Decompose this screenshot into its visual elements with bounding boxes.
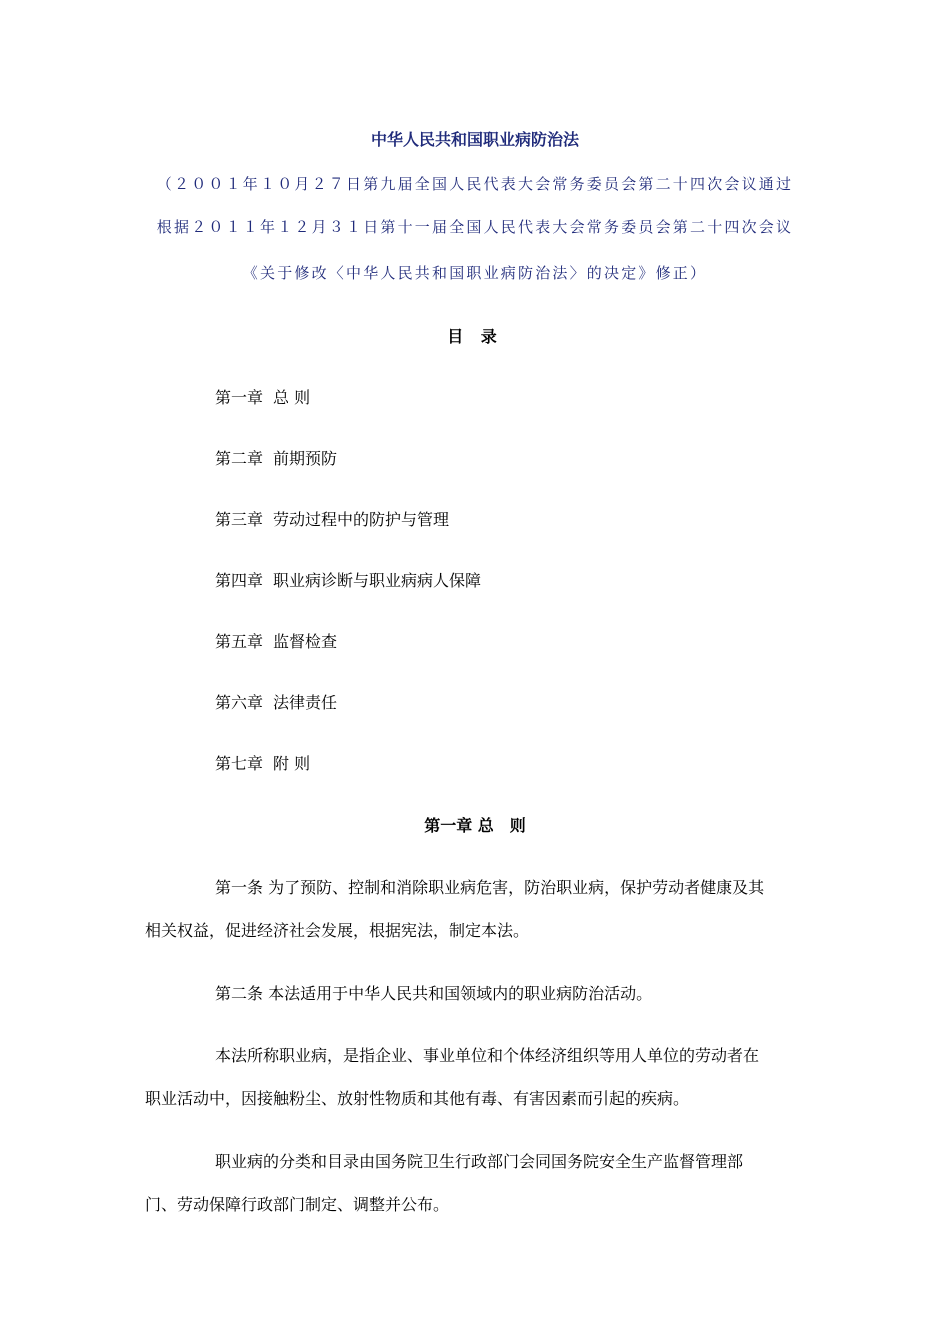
adoption-note-line-2: 根据２０１１年１２月３１日第十一届全国人民代表大会常务委员会第二十四次会议 (156, 218, 794, 236)
toc-item-label: 职业病诊断与职业病病人保障 (273, 571, 482, 590)
toc-item-number: 第三章 (215, 510, 264, 529)
document-title: 中华人民共和国职业病防治法 (370, 130, 579, 149)
toc-item (215, 446, 337, 469)
toc-item (215, 507, 449, 530)
paragraph-definition-line-1: 本法所称职业病，是指企业、事业单位和个体经济组织等用人单位的劳动者在 (215, 1046, 760, 1065)
article-1-line-2: 相关权益，促进经济社会发展，根据宪法，制定本法。 (145, 921, 530, 940)
toc-item-number: 第七章 (215, 754, 264, 773)
adoption-note-line-3: 《关于修改〈中华人民共和国职业病防治法〉的决定》修正） (242, 264, 708, 282)
toc-item (215, 568, 481, 591)
toc-item-label: 前期预防 (273, 449, 338, 468)
toc-item-label: 总 则 (273, 388, 311, 407)
toc-item-number: 第五章 (215, 632, 264, 651)
toc-item (215, 751, 310, 774)
toc-item-label: 法律责任 (273, 693, 338, 712)
toc-heading: 目 录 (447, 327, 503, 346)
paragraph-classification-line-1: 职业病的分类和目录由国务院卫生行政部门会同国务院安全生产监督管理部 (215, 1152, 744, 1171)
paragraph-definition-line-2: 职业活动中，因接触粉尘、放射性物质和其他有毒、有害因素而引起的疾病。 (145, 1089, 690, 1108)
toc-item-number: 第二章 (215, 449, 264, 468)
toc-item-number: 第六章 (215, 693, 264, 712)
toc-item-label: 劳动过程中的防护与管理 (273, 510, 450, 529)
toc-item (215, 629, 337, 652)
toc-item-label: 附 则 (273, 754, 311, 773)
toc-item (215, 690, 337, 713)
paragraph-classification-line-2: 门、劳动保障行政部门制定、调整并公布。 (145, 1195, 450, 1214)
article-1-line-1: 第一条 为了预防、控制和消除职业病危害，防治职业病，保护劳动者健康及其 (215, 878, 765, 897)
chapter-heading: 第一章 总 则 (424, 816, 526, 835)
adoption-note-line-1: （２００１年１０月２７日第九届全国人民代表大会常务委员会第二十四次会议通过 (156, 175, 794, 193)
toc-item-number: 第四章 (215, 571, 264, 590)
article-2-line-1: 第二条 本法适用于中华人民共和国领域内的职业病防治活动。 (215, 984, 653, 1003)
toc-item (215, 385, 310, 408)
toc-item-label: 监督检查 (273, 632, 338, 651)
toc-item-number: 第一章 (215, 388, 264, 407)
